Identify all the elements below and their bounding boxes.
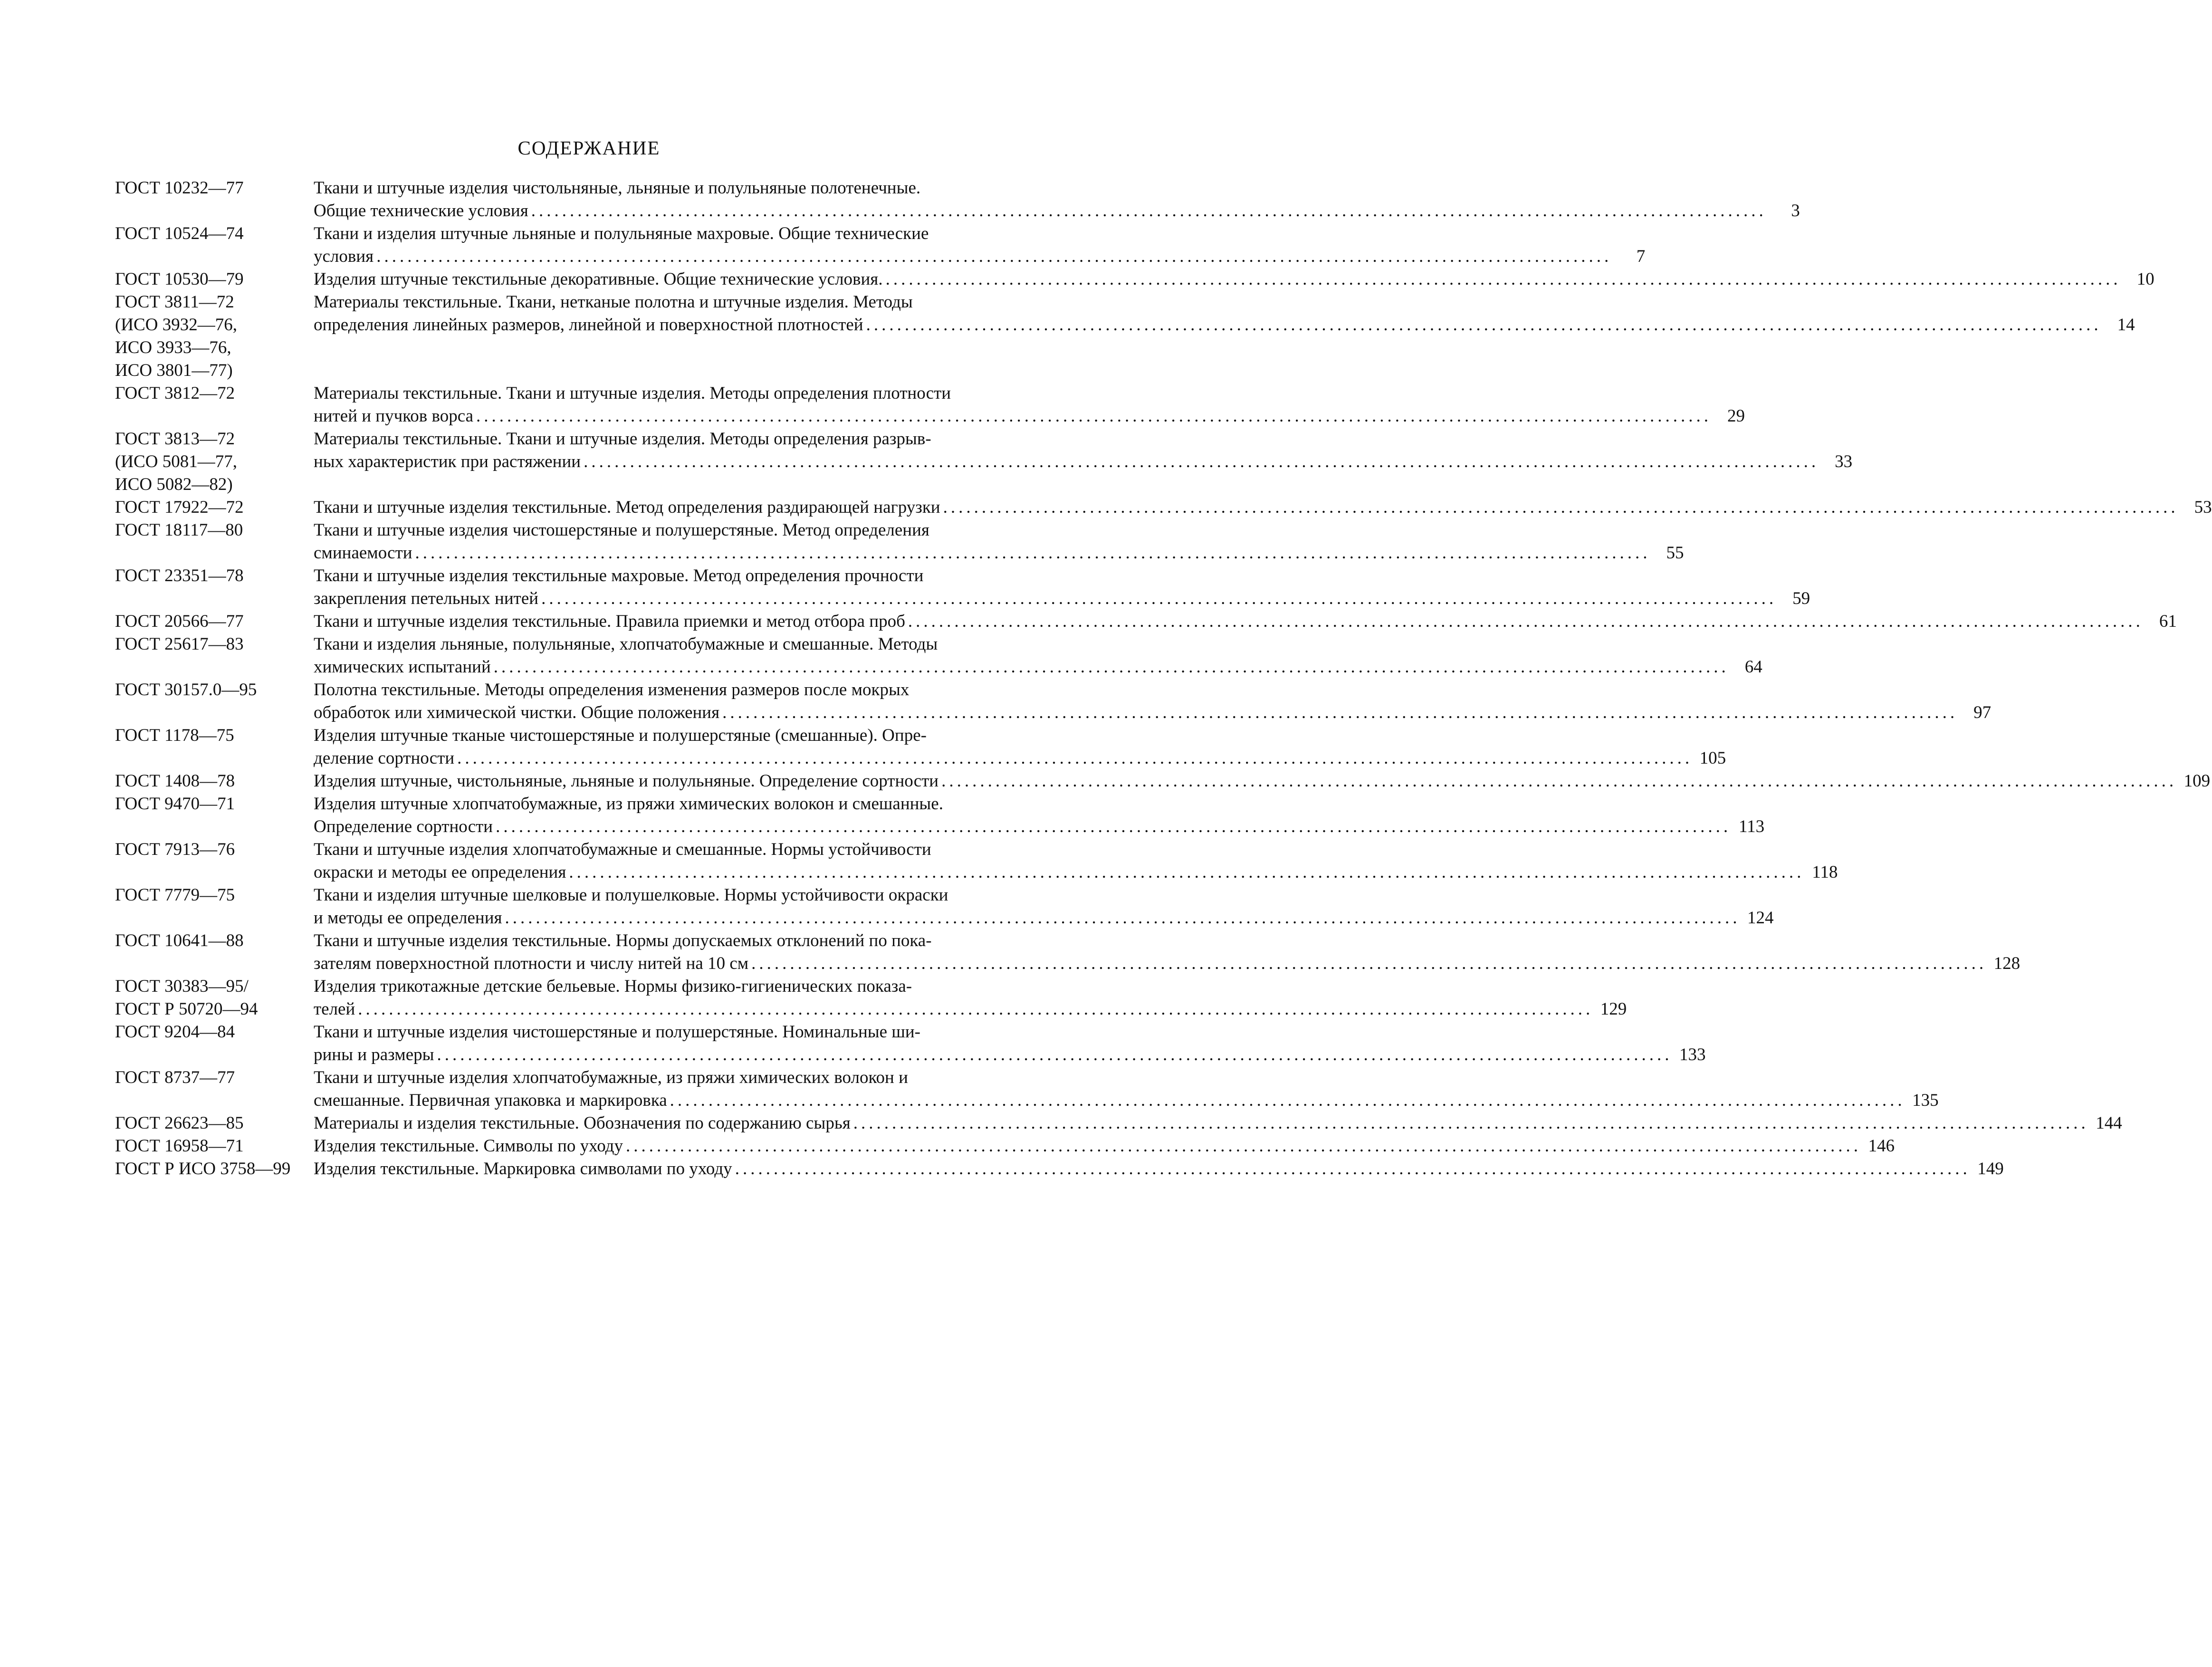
standard-code-line: ГОСТ Р ИСО 3758—99 <box>115 1159 291 1178</box>
entry-title-line: Материалы текстильные. Ткани и штучные изделия. Методы определения разрыв- <box>314 429 931 449</box>
entry-title-last-line <box>314 450 1853 473</box>
entry-title <box>314 793 1765 838</box>
entry-title-line: деление сортности <box>314 748 455 768</box>
dot-leader: ................................................................................................................................................................ <box>457 748 1693 768</box>
toc-entry <box>115 633 1762 679</box>
standard-code-line: ГОСТ 3812—72 <box>115 383 235 403</box>
entry-title-last-line <box>314 542 1684 565</box>
standard-code-line: (ИСО 3932—76, <box>115 315 237 335</box>
page-number: 33 <box>1835 452 1853 471</box>
entry-title-line: Ткани и изделия штучные льняные и полульняные махровые. Общие технические <box>314 224 929 243</box>
toc-entry <box>115 565 1810 610</box>
toc-entry <box>115 975 1627 1021</box>
dot-leader: ................................................................................................................................................................ <box>541 589 1777 608</box>
dot-leader: ................................................................................................................................................................ <box>885 269 2121 289</box>
standard-code-line: (ИСО 5081—77, <box>115 452 237 471</box>
standard-code-line: ГОСТ 8737—77 <box>115 1068 235 1087</box>
entry-title-line: телей <box>314 999 355 1019</box>
entry-title-line: условия <box>314 247 374 266</box>
dot-leader: ................................................................................................................................................................ <box>735 1159 1971 1178</box>
standard-code <box>115 793 314 815</box>
standard-code-line: ГОСТ 30383—95/ <box>115 977 249 996</box>
entry-title-line: Ткани и штучные изделия текстильные. Метод определения раздирающей нагрузки <box>314 498 940 517</box>
page-number: 113 <box>1738 817 1765 836</box>
entry-title-last-line <box>314 861 1838 884</box>
standard-code <box>115 1021 314 1044</box>
entry-title-line: Материалы текстильные. Ткани и штучные изделия. Методы определения плотности <box>314 383 951 403</box>
standard-code <box>115 496 314 519</box>
dot-leader: ................................................................................................................................................................ <box>496 817 1732 836</box>
standard-code <box>115 975 314 1021</box>
standard-code <box>115 565 314 587</box>
entry-title <box>314 1112 2122 1135</box>
standard-code-line: ГОСТ 10641—88 <box>115 931 244 950</box>
entry-title-line: определения линейных размеров, линейной и поверхностной плотностей <box>314 315 863 335</box>
entry-title-line: Изделия штучные текстильные декоративные. Общие технические условия. <box>314 269 883 289</box>
entry-title-last-line <box>314 268 2155 291</box>
entry-title <box>314 496 2212 519</box>
standard-code-line: ГОСТ 20566—77 <box>115 612 244 631</box>
dot-leader: ................................................................................................................................................................ <box>505 908 1741 928</box>
entry-title-last-line <box>314 1135 1895 1158</box>
entry-title-line: Ткани и штучные изделия текстильные. Правила приемки и метод отбора проб <box>314 612 905 631</box>
standard-code-line: ГОСТ 23351—78 <box>115 566 244 585</box>
page-number: 97 <box>1973 703 1992 722</box>
toc-entry <box>115 291 2135 382</box>
entry-title-line: Ткани и штучные изделия хлопчатобумажные, из пряжи химических волокон и <box>314 1068 908 1087</box>
entry-title <box>314 929 2020 975</box>
standard-code-line: ГОСТ 10530—79 <box>115 269 244 289</box>
entry-title <box>314 222 1646 268</box>
standard-code <box>115 1066 314 1089</box>
dot-leader: ................................................................................................................................................................ <box>751 954 1987 973</box>
standard-code <box>115 838 314 861</box>
standard-code-line: ИСО 3801—77) <box>115 361 233 380</box>
entry-title-line: Изделия штучные хлопчатобумажные, из пряжи химических волокон и смешанные. <box>314 794 943 814</box>
entry-title-line: зателям поверхностной плотности и числу нитей на 10 см <box>314 954 749 973</box>
standard-code <box>115 724 314 747</box>
page-number: 109 <box>2183 771 2211 791</box>
dot-leader: ................................................................................................................................................................ <box>941 771 2177 791</box>
entry-title-last-line <box>314 200 1800 222</box>
page-number: 105 <box>1699 748 1726 768</box>
toc-entry <box>115 838 1838 884</box>
toc-entry <box>115 519 1684 565</box>
page-number: 144 <box>2096 1113 2122 1133</box>
standard-code <box>115 1112 314 1135</box>
dot-leader: ................................................................................................................................................................ <box>531 201 1767 220</box>
entry-title-line: рины и размеры <box>314 1045 434 1064</box>
standard-code-line: ГОСТ 3811—72 <box>115 292 234 312</box>
dot-leader: ................................................................................................................................................................ <box>853 1113 2089 1133</box>
page-number: 64 <box>1744 657 1762 677</box>
entry-title-last-line <box>314 656 1762 679</box>
entry-title-line: Изделия трикотажные детские бельевые. Нормы физико-гигиенических показа- <box>314 977 912 996</box>
entry-title-line: Изделия штучные, чистольняные, льняные и полульняные. Определение сортности <box>314 771 939 791</box>
standard-code-line: ГОСТ 1408—78 <box>115 771 235 791</box>
standard-code <box>115 679 314 701</box>
entry-title-line: Изделия текстильные. Символы по уходу <box>314 1136 623 1156</box>
toc-entry <box>115 1066 1939 1112</box>
toc-entry <box>115 1158 2004 1180</box>
toc-entry <box>115 222 1646 268</box>
standard-code-line: ГОСТ 16958—71 <box>115 1136 244 1156</box>
page-title: СОДЕРЖАНИЕ <box>517 137 661 159</box>
standard-code-line: ГОСТ 10524—74 <box>115 224 244 243</box>
standard-code-line: ГОСТ 17922—72 <box>115 498 244 517</box>
standard-code <box>115 177 314 200</box>
entry-title-line: ных характеристик при растяжении <box>314 452 581 471</box>
standard-code-line: ГОСТ 30157.0—95 <box>115 680 257 699</box>
dot-leader: ................................................................................................................................................................ <box>437 1045 1673 1064</box>
entry-title-line: Ткани и штучные изделия чистольняные, льняные и полульняные полотенечные. <box>314 178 921 198</box>
entry-title-line: Изделия текстильные. Маркировка символами по уходу <box>314 1159 732 1178</box>
dot-leader: ................................................................................................................................................................ <box>943 498 2179 517</box>
entry-title-line: Ткани и штучные изделия хлопчатобумажные и смешанные. Нормы устойчивости <box>314 840 931 859</box>
page-number: 14 <box>2117 315 2135 335</box>
entry-title-last-line <box>314 815 1765 838</box>
standard-code <box>115 1135 314 1158</box>
entry-title-last-line <box>314 405 1745 428</box>
entry-title-line: Определение сортности <box>314 817 493 836</box>
standard-code <box>115 382 314 405</box>
page-number: 10 <box>2136 269 2155 289</box>
dot-leader: ................................................................................................................................................................ <box>476 406 1712 426</box>
entry-title <box>314 428 1853 473</box>
entry-title <box>314 565 1810 610</box>
table-of-contents <box>115 177 2212 1180</box>
entry-title <box>314 884 1774 929</box>
entry-title <box>314 679 1992 724</box>
toc-entry <box>115 428 1853 496</box>
entry-title-last-line <box>314 587 1810 610</box>
entry-title <box>314 633 1762 679</box>
standard-code-line: ИСО 5082—82) <box>115 475 233 494</box>
dot-leader: ................................................................................................................................................................ <box>670 1091 1906 1110</box>
page-number: 124 <box>1747 908 1774 928</box>
dot-leader: ................................................................................................................................................................ <box>584 452 1819 471</box>
standard-code-line: ГОСТ 25617—83 <box>115 634 244 654</box>
page-number: 7 <box>1636 247 1646 266</box>
entry-title-line: Ткани и штучные изделия чистошерстяные и полушерстяные. Метод определения <box>314 520 929 540</box>
toc-entry <box>115 496 2212 519</box>
dot-leader: ................................................................................................................................................................ <box>493 657 1729 677</box>
toc-entry <box>115 1135 1895 1158</box>
entry-title-line: Общие технические условия <box>314 201 528 220</box>
standard-code-line: ГОСТ 10232—77 <box>115 178 244 198</box>
page-number: 3 <box>1791 201 1800 220</box>
entry-title-line: закрепления петельных нитей <box>314 589 539 608</box>
entry-title <box>314 268 2155 291</box>
entry-title-last-line <box>314 952 2020 975</box>
standard-code <box>115 519 314 542</box>
standard-code <box>115 222 314 245</box>
page-number: 146 <box>1868 1136 1895 1156</box>
entry-title-last-line <box>314 1158 2004 1180</box>
entry-title-line: Ткани и изделия штучные шелковые и полушелковые. Нормы устойчивости окраски <box>314 885 948 905</box>
entry-title-line: окраски и методы ее определения <box>314 862 566 882</box>
dot-leader: ................................................................................................................................................................ <box>866 315 2102 335</box>
standard-code-line: ИСО 3933—76, <box>115 338 231 357</box>
page-number: 53 <box>2194 498 2212 517</box>
entry-title-last-line <box>314 998 1627 1021</box>
entry-title <box>314 1135 1895 1158</box>
standard-code <box>115 633 314 656</box>
entry-title-last-line <box>314 701 1992 724</box>
toc-entry <box>115 724 1726 770</box>
entry-title-line: Полотна текстильные. Методы определения изменения размеров после мокрых <box>314 680 910 699</box>
entry-title-last-line <box>314 1089 1939 1112</box>
page-number: 118 <box>1812 862 1838 882</box>
standard-code-line: ГОСТ 1178—75 <box>115 726 234 745</box>
entry-title-line: Ткани и штучные изделия текстильные махровые. Метод определения прочности <box>314 566 924 585</box>
entry-title <box>314 770 2211 793</box>
standard-code <box>115 428 314 496</box>
toc-entry <box>115 793 1765 838</box>
page-number: 129 <box>1600 999 1627 1019</box>
entry-title-last-line <box>314 1112 2122 1135</box>
entry-title-last-line <box>314 314 2135 336</box>
page-number: 133 <box>1679 1045 1706 1064</box>
standard-code <box>115 1158 314 1180</box>
dot-leader: ................................................................................................................................................................ <box>908 612 2144 631</box>
entry-title-last-line <box>314 1044 1706 1066</box>
entry-title-line: смешанные. Первичная упаковка и маркировка <box>314 1091 667 1110</box>
standard-code-line: ГОСТ 7779—75 <box>115 885 235 905</box>
page-number: 55 <box>1666 543 1684 563</box>
entry-title <box>314 1021 1706 1066</box>
entry-title-line: Ткани и штучные изделия текстильные. Нормы допускаемых отклонений по пока- <box>314 931 932 950</box>
dot-leader: ................................................................................................................................................................ <box>358 999 1594 1019</box>
standard-code <box>115 291 314 382</box>
standard-code <box>115 268 314 291</box>
entry-title-last-line <box>314 907 1774 929</box>
entry-title <box>314 1066 1939 1112</box>
page-number: 135 <box>1912 1091 1939 1110</box>
entry-title-line: Материалы текстильные. Ткани, нетканые полотна и штучные изделия. Методы <box>314 292 913 312</box>
entry-title-line: нитей и пучков ворса <box>314 406 474 426</box>
dot-leader: ................................................................................................................................................................ <box>415 543 1651 563</box>
page-number: 128 <box>1993 954 2020 973</box>
standard-code-line: ГОСТ 26623—85 <box>115 1113 244 1133</box>
dot-leader: ................................................................................................................................................................ <box>569 862 1805 882</box>
entry-title <box>314 975 1627 1021</box>
toc-entry <box>115 884 1774 929</box>
standard-code-line: ГОСТ 7913—76 <box>115 840 235 859</box>
standard-code-line: ГОСТ 9204—84 <box>115 1022 235 1042</box>
standard-code <box>115 884 314 907</box>
toc-entry <box>115 1021 1706 1066</box>
toc-entry <box>115 929 2020 975</box>
standard-code-line: ГОСТ 3813—72 <box>115 429 235 449</box>
standard-code-line: ГОСТ 9470—71 <box>115 794 235 814</box>
entry-title-line: Материалы и изделия текстильные. Обозначения по содержанию сырья <box>314 1113 851 1133</box>
standard-code-line: ГОСТ 18117—80 <box>115 520 243 540</box>
entry-title-line: химических испытаний <box>314 657 491 677</box>
entry-title-line: Изделия штучные тканые чистошерстяные и полушерстяные (смешанные). Опре- <box>314 726 927 745</box>
entry-title-line: и методы ее определения <box>314 908 502 928</box>
entry-title <box>314 291 2135 336</box>
dot-leader: ................................................................................................................................................................ <box>722 703 1958 722</box>
entry-title-last-line <box>314 245 1646 268</box>
dot-leader: ................................................................................................................................................................ <box>626 1136 1862 1156</box>
page-number: 59 <box>1792 589 1810 608</box>
dot-leader: ................................................................................................................................................................ <box>376 247 1612 266</box>
toc-entry <box>115 679 1992 724</box>
entry-title <box>314 1158 2004 1180</box>
toc-entry <box>115 268 2155 291</box>
entry-title <box>314 724 1726 770</box>
entry-title-last-line <box>314 610 2177 633</box>
entry-title <box>314 838 1838 884</box>
entry-title-last-line <box>314 496 2212 519</box>
toc-entry <box>115 770 2211 793</box>
entry-title <box>314 519 1684 565</box>
standard-code <box>115 610 314 633</box>
entry-title <box>314 177 1800 222</box>
standard-code-line: ГОСТ Р 50720—94 <box>115 999 258 1019</box>
standard-code <box>115 770 314 793</box>
entry-title-line: сминаемости <box>314 543 412 563</box>
entry-title <box>314 610 2177 633</box>
toc-entry <box>115 177 1800 222</box>
toc-entry <box>115 1112 2122 1135</box>
entry-title-last-line <box>314 770 2211 793</box>
entry-title-last-line <box>314 747 1726 770</box>
page-number: 29 <box>1727 406 1745 426</box>
entry-title-line: обработок или химической чистки. Общие положения <box>314 703 720 722</box>
entry-title-line: Ткани и изделия льняные, полульняные, хлопчатобумажные и смешанные. Методы <box>314 634 938 654</box>
entry-title-line: Ткани и штучные изделия чистошерстяные и полушерстяные. Номинальные ши- <box>314 1022 920 1042</box>
entry-title <box>314 382 1745 428</box>
page-number: 149 <box>1977 1159 2004 1178</box>
toc-entry <box>115 610 2177 633</box>
page-number: 61 <box>2159 612 2177 631</box>
toc-entry <box>115 382 1745 428</box>
standard-code <box>115 929 314 952</box>
